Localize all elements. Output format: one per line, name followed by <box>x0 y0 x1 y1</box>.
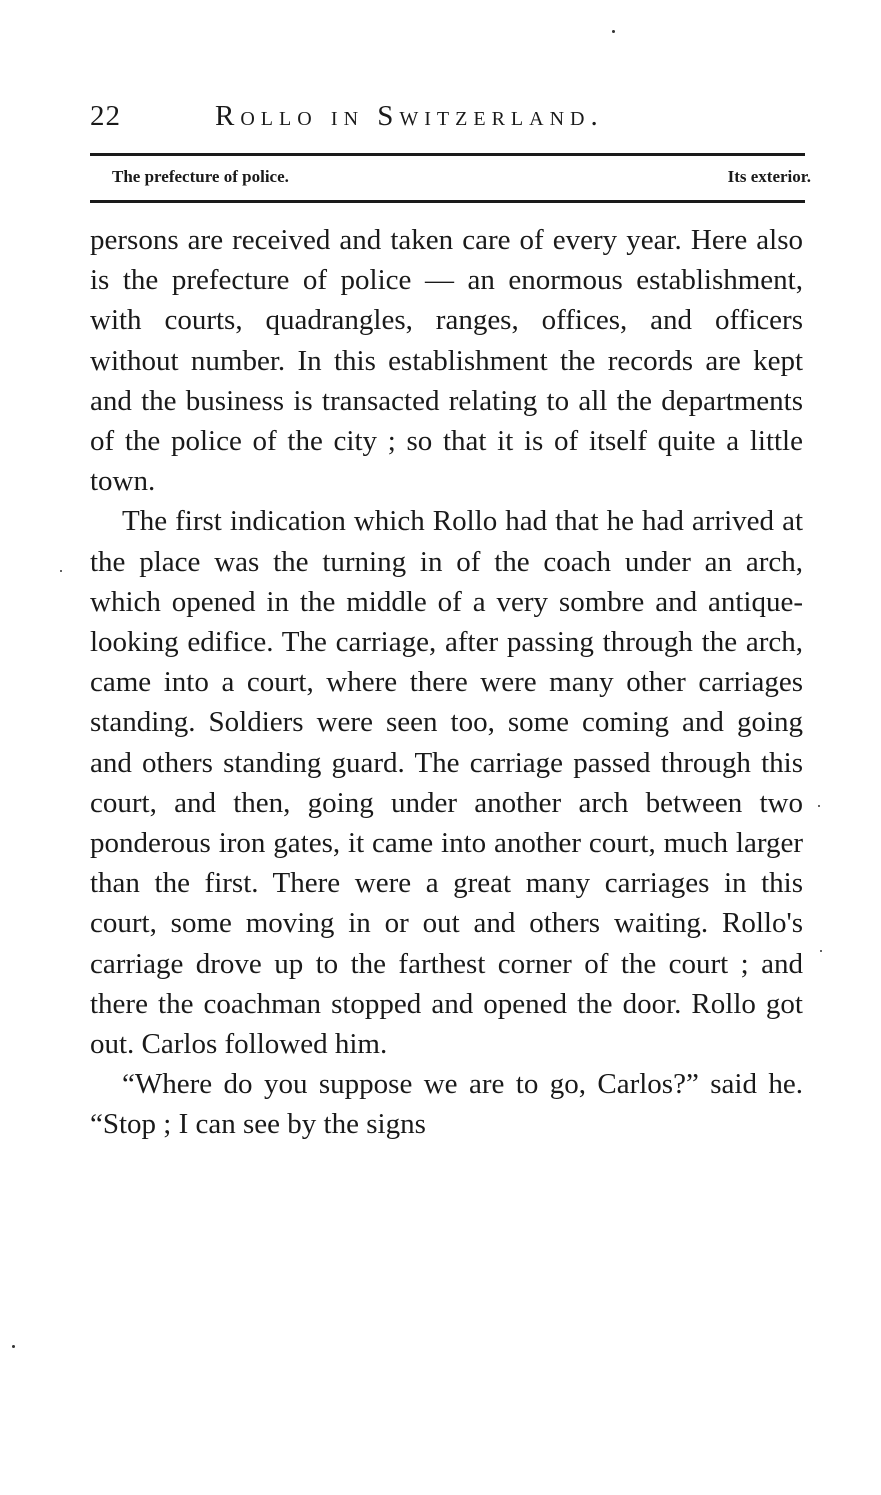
page-header <box>90 100 805 140</box>
paragraph: The first indication which Rollo had that he had arrived at the place was the turning in of the coach under an arch, which opened in the middle of a very sombre and antique-looking edifice. The carriage, after passing through the arch, came into a court, where there were many other carriages standing. Soldiers were seen too, some coming and going and others standing guard. The carriage passed through this court, and then, going under another arch between two ponderous iron gates, it came into another court, much larger than the first. There were a great many carriages in this court, some moving in or out and others waiting. Rollo's carriage drove up to the farthest corner of the court ; and there the coachman stopped and opened the door. Rollo got out. Carlos followed him. <box>90 505 803 1061</box>
header-rule-top <box>90 153 805 156</box>
sidenote-right: Its exterior. <box>727 167 811 186</box>
paragraph: “Where do you suppose we are to go, Carlos?” said he. “Stop ; I can see by the signs <box>90 1068 803 1141</box>
print-speck <box>820 950 822 952</box>
print-speck <box>818 805 820 807</box>
print-speck <box>12 1345 15 1348</box>
running-title: Rollo in Switzerland. <box>215 100 604 132</box>
header-rule-bottom <box>90 200 805 203</box>
print-speck <box>612 30 615 33</box>
print-speck <box>60 570 62 572</box>
body-text <box>90 220 803 1145</box>
page-number: 22 <box>90 100 121 132</box>
paragraph: persons are received and taken care of every year. Here also is the prefecture of police — an enormous establishment, with courts, quadrangles, ranges, offices, and officers without number. In this establishment the records are kept and the business is transacted relating to all the departments of the police of the city ; so that it is of itself quite a little town. <box>90 224 803 498</box>
sidenote-left: The prefecture of police. <box>112 167 289 186</box>
